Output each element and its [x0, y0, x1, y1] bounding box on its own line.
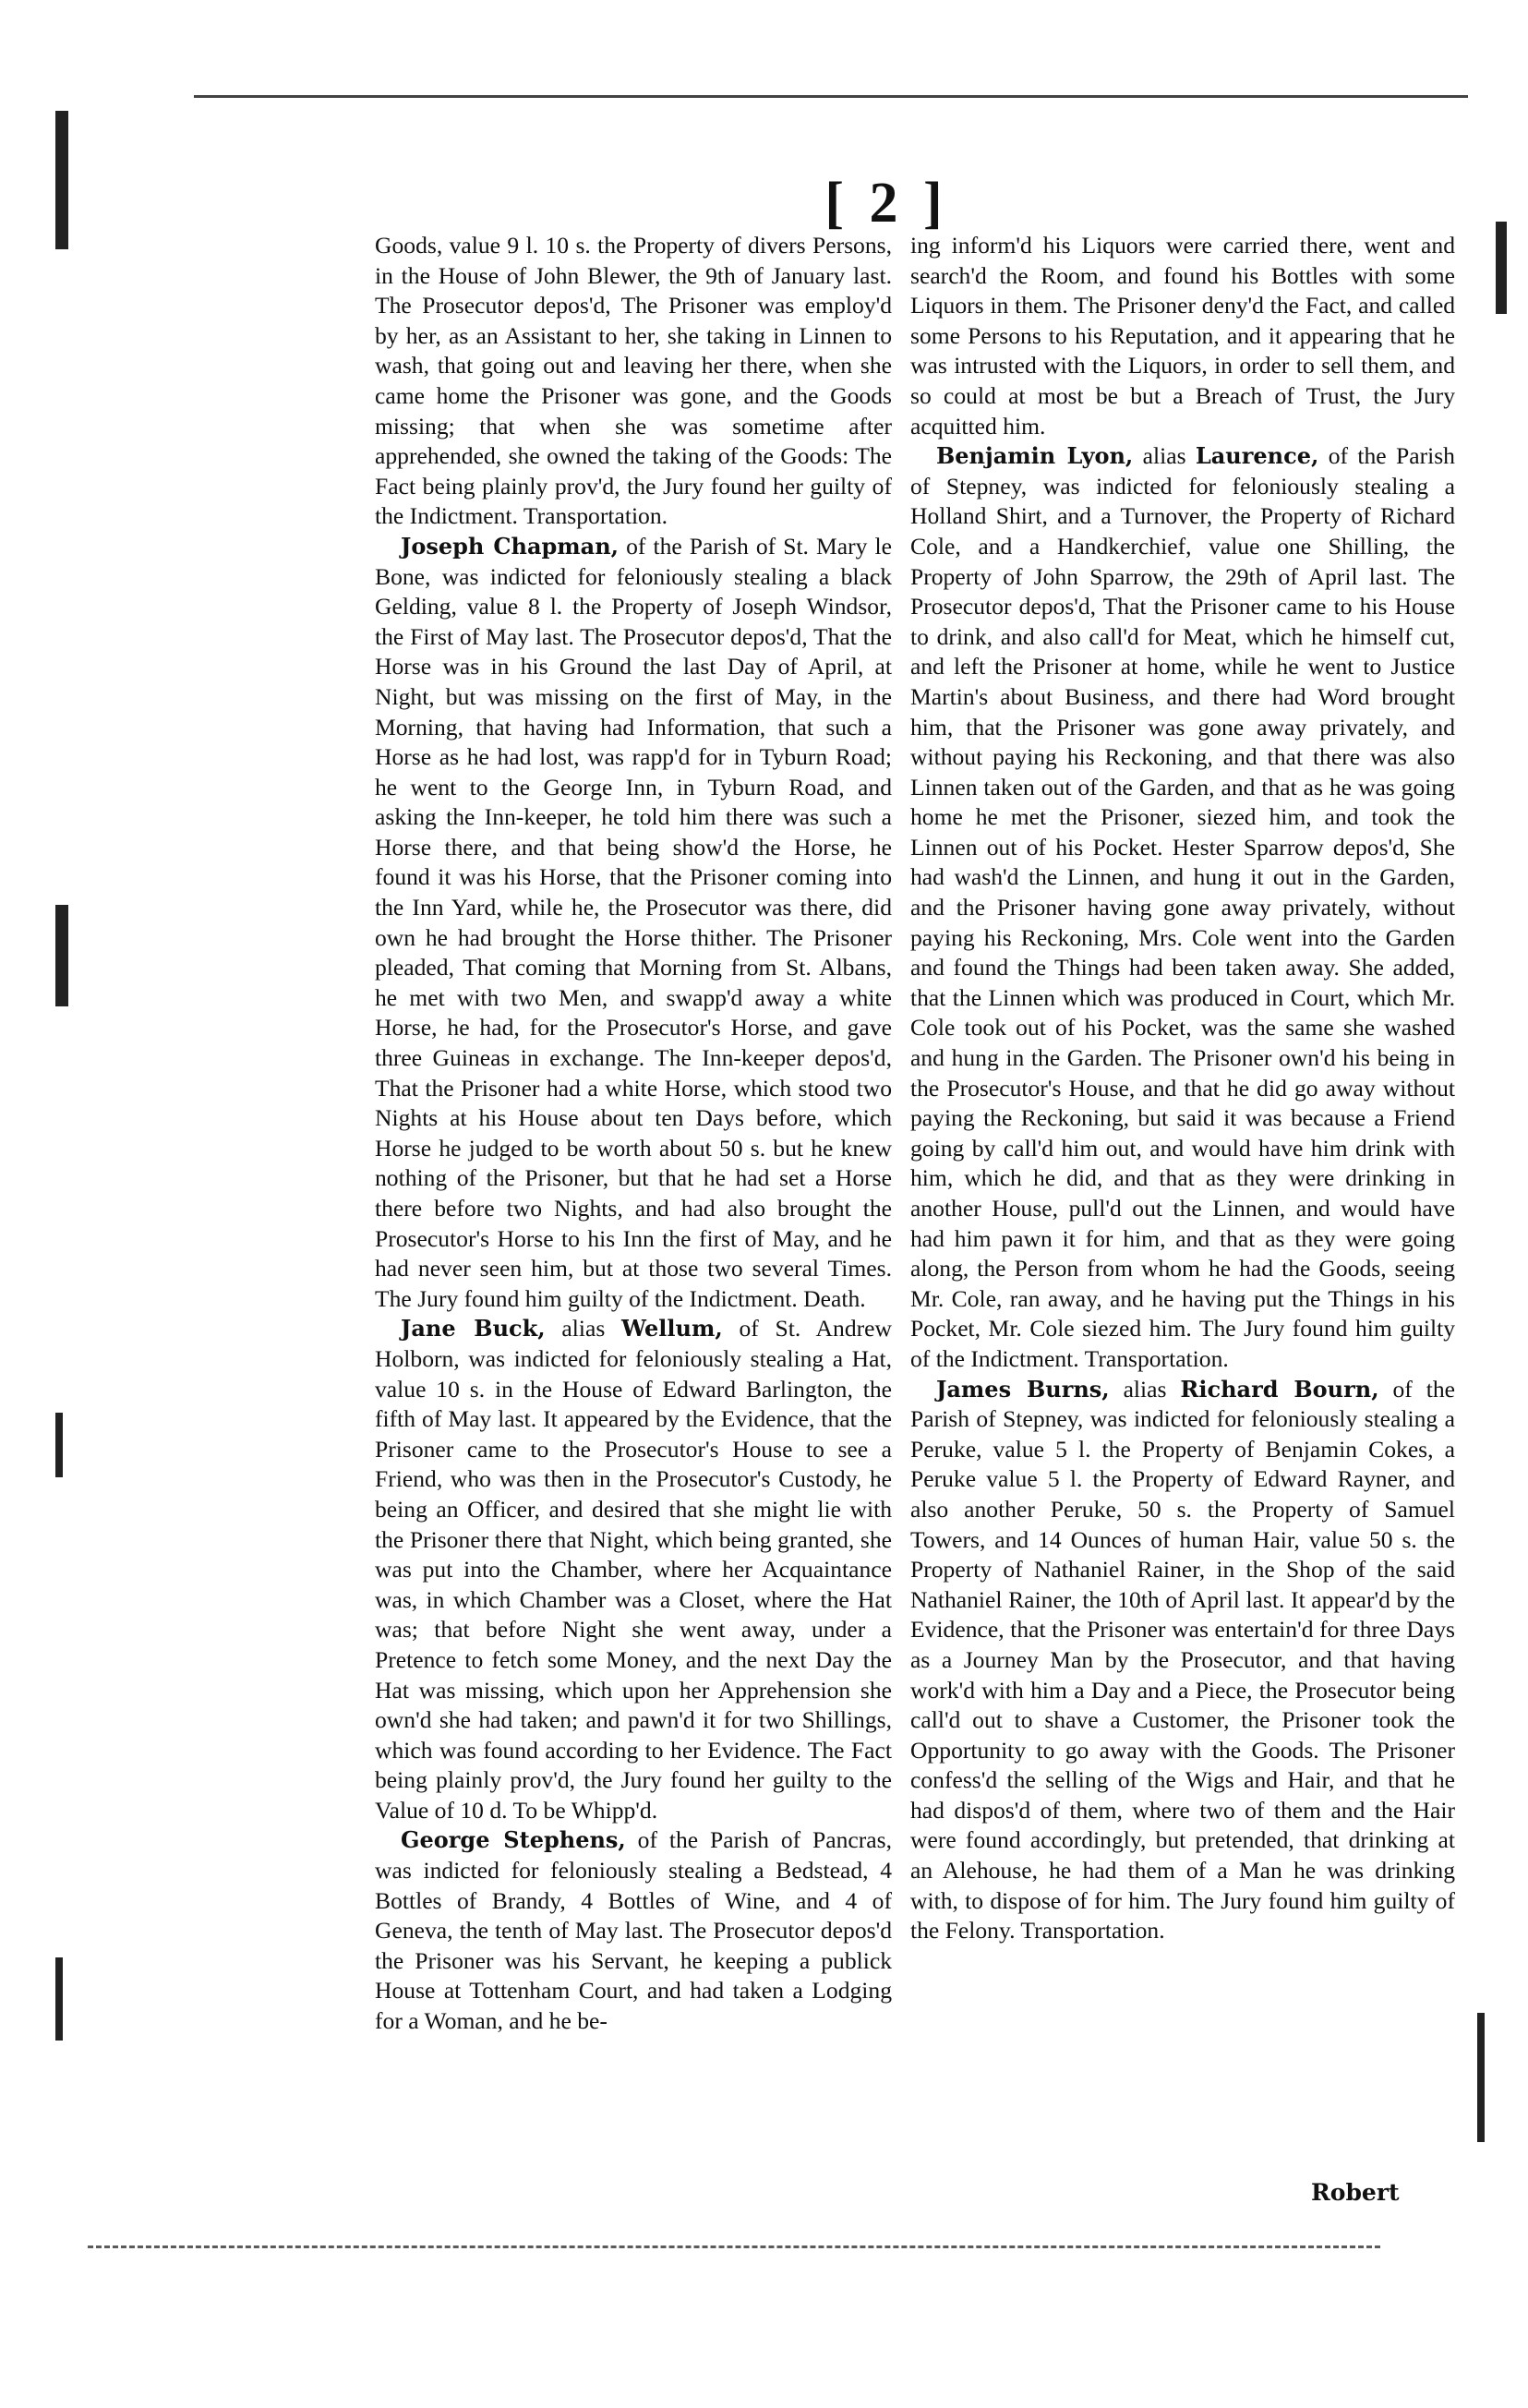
paragraph: ing inform'd his Liquors were carried there, went and search'd the Room, and found his Bottles with some Liquors in them. The Prisoner deny'd the Fact, and called some Persons to his Reputation, and it appearing that he was intrusted with the Liquors, in order to sell them, and so could at most be but a Breach of Trust, the Jury acquitted him. [910, 232, 1455, 439]
entry-joseph-chapman [375, 532, 892, 1314]
right-column [910, 231, 1455, 1946]
defendant-name: James Burns, [936, 1375, 1110, 1403]
catchword: Robert [1311, 2179, 1400, 2206]
margin-mark [1477, 2013, 1485, 2142]
alias-name: Wellum, [621, 1315, 723, 1342]
bottom-rule [88, 2245, 1380, 2248]
margin-mark [1496, 222, 1507, 314]
top-rule [194, 95, 1468, 98]
entry-text: of the Parish of St. Mary le Bone, was indicted for feloniously stealing a black Gelding, value 8 l. the Property of Joseph Windsor, the First of May last. The Prosecutor depos'd, That the Horse was in his Ground the last Day of April, at Night, but was missing on the first of May, in the Morning, that having had Information, that such a Horse as he had lost, was rapp'd for in Tyburn Road; he went to the George Inn, in Tyburn Road, and asking the Inn-keeper, he told him there was such a Horse there, and that being show'd the Horse, he found it was his Horse, that the Prisoner coming into the Inn Yard, while he, the Prosecutor was there, did own he had brought the Horse thither. The Prisoner pleaded, That coming that Morning from St. Albans, he met with two Men, and swapp'd away a white Horse, he had, for the Prosecutor's Horse, and gave three Guineas in exchange. The Inn-keeper depos'd, That the Prisoner had a white Horse, which stood two Nights at his House about ten Days before, which Horse he judged to be worth about 50 s. but he knew nothing of the Prisoner, but that he had set a Horse there before two Nights, and had also brought the Prosecutor's Horse to his Inn the first of May, and he had never seen him, but at those two several Times. The Jury found him guilty of the Indictment. Death. [375, 532, 892, 1312]
entry-jane-buck: Jane Buck, alias Wellum, of St. Andrew Holborn, was indicted for feloniously stealing a Hat, value 10 s. in the House of Edward Barlington, the fifth of May last. It appeared by the Evidence, that the Prisoner came to the Prosecutor's House to see a Friend, who was then in the Prosecutor's Custody, he being an Officer, and desired that she might lie with the Prisoner there that Night, which being granted, she was put into the Chamber, where her Acquaintance was, in which Chamber was a Closet, where the Hat was; that before Night she went away, under a Pretence to fetch some Money, and the next Day the Hat was missing, which upon her Apprehension she own'd she had taken; and pawn'd it for two Shillings, which was found according to her Evidence. The Fact being plainly prov'd, the Jury found her guilty to the Value of 10 d. To be Whipp'd. [375, 1315, 892, 1824]
entry-text: of the Parish of Pancras, was indicted for feloniously stealing a Bedstead, 4 Bottles of Brandy, 4 Bottles of Wine, and 4 of Geneva, the tenth of May last. The Prosecutor depos'd the Prisoner was his Servant, he keeping a publick House at Tottenham Court, and had taken a Lodging for a Woman, and he be- [375, 1826, 892, 2035]
entry-text: of the Parish of Stepney, was indicted for feloniously stealing a Peruke, value 5 l. the Property of Benjamin Cokes, a Peruke value 5 l. the Property of Edward Rayner, and also another Peruke, 50 s. the Property of Samuel Towers, and 14 Ounces of human Hair, value 50 s. the Property of Nathaniel Rainer, in the Shop of the said Nathaniel Rainer, the 10th of April last. It appear'd by the Evidence, that the Prisoner was entertain'd for three Days as a Journey Man by the Prosecutor, and that having work'd with him a Day and a Piece, the Prosecutor being call'd out to shave a Customer, the Prisoner took the Opportunity to go away with the Goods. The Prisoner confess'd the selling of the Wigs and Hair, and that he had dispos'd of them, where two of them and the Hair were found accordingly, but pretended, that drinking at an Alehouse, he had them of a Man he was drinking with, to dispose of for him. The Jury found him guilty of the Felony. Transportation. [910, 1375, 1455, 1944]
paragraph: Goods, value 9 l. 10 s. the Property of divers Persons, in the House of John Blewer, the 9th of January last. The Prosecutor depos'd, The Prisoner was employ'd by her, as an Assistant to her, she taking in Linnen to wash, that going out and leaving her there, when she came home the Prisoner was gone, and the Goods missing; that when she was sometime after apprehended, she owned the taking of the Goods: The Fact being plainly prov'd, the Jury found her guilty of the Indictment. Transportation. [375, 232, 892, 530]
left-column [375, 231, 892, 2037]
entry-james-burns: James Burns, alias Richard Bourn, of the Parish of Stepney, was indicted for feloniously stealing a Peruke, value 5 l. the Property of Benjamin Cokes, a Peruke value 5 l. the Property of Edward Rayner, and also another Peruke, 50 s. the Property of Samuel Towers, and 14 Ounces of human Hair, value 50 s. the Property of Nathaniel Rainer, in the Shop of the said Nathaniel Rainer, the 10th of April last. It appear'd by the Evidence, that the Prisoner was entertain'd for three Days as a Journey Man by the Prosecutor, and that having work'd with him a Day and a Piece, the Prosecutor being call'd out to shave a Customer, the Prisoner took the Opportunity to go away with the Goods. The Prisoner confess'd the selling of the Wigs and Hair, and that he had dispos'd of them, where two of them and the Hair were found accordingly, but pretended, that drinking at an Alehouse, he had them of a Man he was drinking with, to dispose of for him. The Jury found him guilty of the Felony. Transportation. [910, 1375, 1455, 1944]
defendant-name: George Stephens, [401, 1826, 626, 1854]
defendant-name: Joseph Chapman, [401, 532, 620, 560]
alias-name: Richard Bourn, [1180, 1375, 1379, 1403]
margin-mark [55, 1413, 63, 1477]
entry-text: of the Parish of Stepney, was indicted for feloniously stealing a Holland Shirt, and a Turnover, the Property of Richard Cole, and a Handkerchief, value one Shilling, the Property of John Sparrow, the 29th of April last. The Prosecutor depos'd, That the Prisoner came to his House to drink, and also call'd for Meat, which he himself cut, and left the Prisoner at home, while he went to Justice Martin's about Business, and there had Word brought him, that the Prisoner was gone away privately, and without paying his Reckoning, and that there was also Linnen taken out of the Garden, and that as he was going home he met the Prisoner, siezed him, and took the Linnen out of his Pocket. Hester Sparrow depos'd, She had wash'd the Linnen, and hung it out in the Garden, and the Prisoner having gone away privately, without paying his Reckoning, Mrs. Cole went into the Garden and found the Things had been taken away. She added, that the Linnen which was produced in Court, which Mr. Cole took out of his Pocket, was the same she washed and hung in the Garden. The Prisoner own'd his being in the Prosecutor's House, and that he did go away without paying the Reckoning, but said it was because a Friend going by call'd him out, and would have him drink with him, which he did, and that as they were drinking in another House, pull'd out the Linnen, and would have had him pawn it for him, and that as they were going along, the Person from whom he had the Goods, seeing Mr. Cole, ran away, and he having put the Things in his Pocket, Mr. Cole siezed him. The Jury found him guilty of the Indictment. Transportation. [910, 442, 1455, 1372]
margin-mark [55, 905, 68, 1006]
entry-george-stephens [375, 1825, 892, 2036]
entry-benjamin-lyon: Benjamin Lyon, alias Laurence, of the Parish of Stepney, was indicted for feloniously stealing a Holland Shirt, and a Turnover, the Property of Richard Cole, and a Handkerchief, value one Shilling, the Property of John Sparrow, the 29th of April last. The Prosecutor depos'd, That the Prisoner came to his House to drink, and also call'd for Meat, which he himself cut, and left the Prisoner at home, while he went to Justice Martin's about Business, and there had Word brought him, that the Prisoner was gone away privately, and without paying his Reckoning, and that there was also Linnen taken out of the Garden, and that as he was going home he met the Prisoner, siezed him, and took the Linnen out of his Pocket. Hester Sparrow depos'd, She had wash'd the Linnen, and hung it out in the Garden, and the Prisoner having gone away privately, without paying his Reckoning, Mrs. Cole went into the Garden and found the Things had been taken away. She added, that the Linnen which was produced in Court, which Mr. Cole took out of his Pocket, was the same she washed and hung in the Garden. The Prisoner own'd his being in the Prosecutor's House, and that he did go away without paying the Reckoning, but said it was because a Friend going by call'd him out, and would have him drink with him, which he did, and that as they were drinking in another House, pull'd out the Linnen, and would have had him pawn it for him, and that as they were going along, the Person from whom he had the Goods, seeing Mr. Cole, ran away, and he having put the Things in his Pocket, Mr. Cole siezed him. The Jury found him guilty of the Indictment. Transportation. [910, 442, 1455, 1372]
defendant-name: Jane Buck, [401, 1315, 546, 1342]
entry-text: of St. Andrew Holborn, was indicted for feloniously stealing a Hat, value 10 s. in the House of Edward Barlington, the fifth of May last. It appeared by the Evidence, that the Prisoner came to the Prosecutor's House to see a Friend, who was then in the Prosecutor's Custody, he being an Officer, and desired that she might lie with the Prisoner there that Night, which being granted, she was put into the Chamber, where her Acquaintance was, in which Chamber was a Closet, where the Hat was; that before Night she went away, under a Pretence to fetch some Money, and the next Day the Hat was missing, which upon her Apprehension she own'd she had taken; and pawn'd it for two Shillings, which was found according to her Evidence. The Fact being plainly prov'd, the Jury found her guilty to the Value of 10 d. To be Whipp'd. [375, 1315, 892, 1824]
defendant-name: Benjamin Lyon, [936, 442, 1134, 470]
page-number: [ 2 ] [824, 172, 948, 235]
margin-mark [55, 1957, 63, 2041]
alias-name: Laurence, [1195, 442, 1319, 470]
margin-mark [55, 111, 68, 249]
